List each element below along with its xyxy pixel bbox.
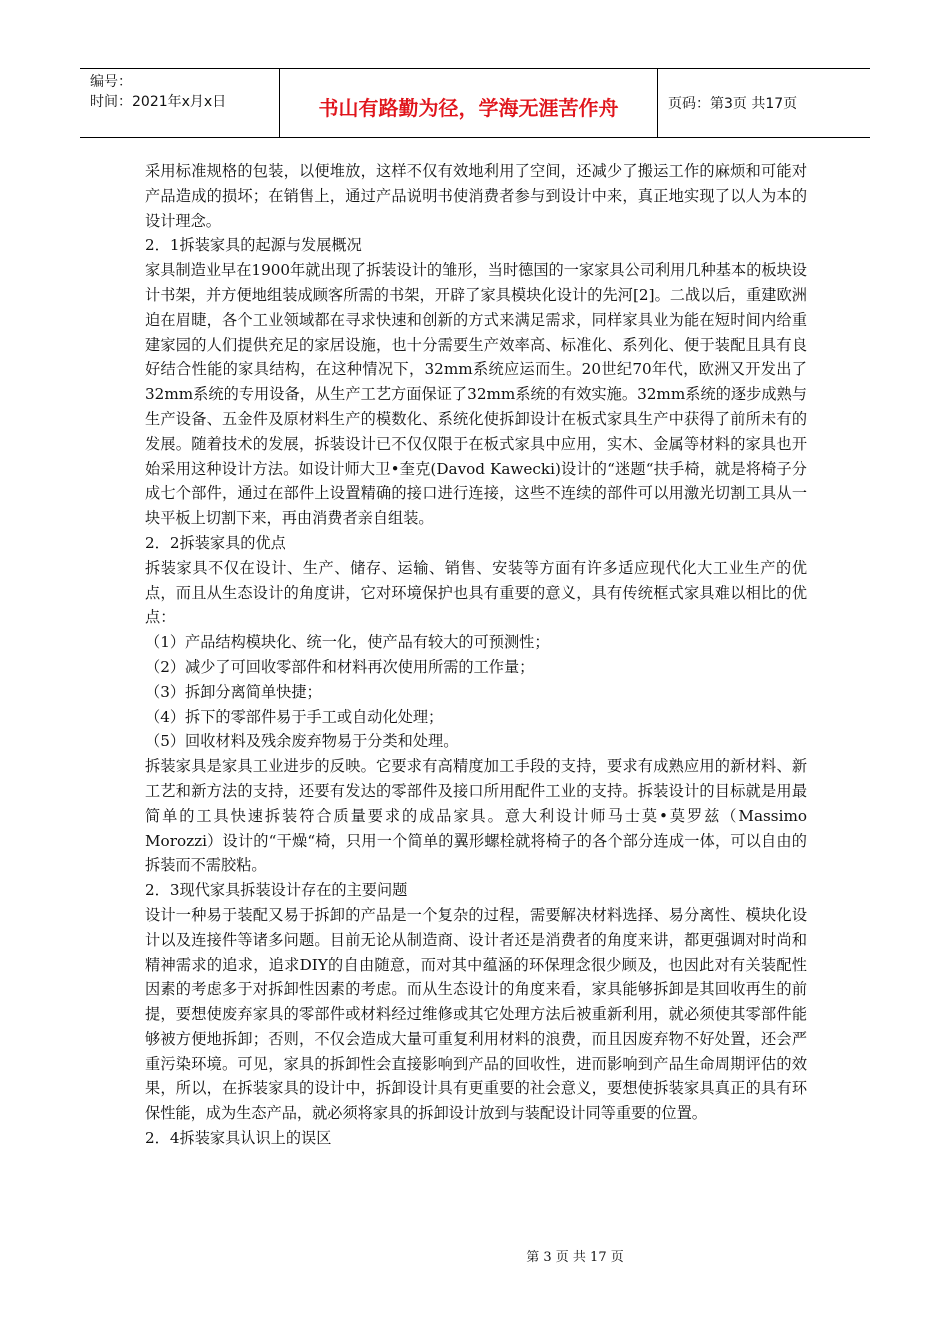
section-heading: 2．4拆装家具认识上的误区 [145,1129,332,1148]
document-time-label: 时间：2021年x月x日 [90,94,227,110]
list-item: （4）拆下的零部件易于手工或自动化处理； [145,707,444,726]
section-heading: 2．1拆装家具的起源与发展概况 [145,236,362,255]
header-page-label: 页码：第3页 共17页 [668,96,798,112]
header-meta [80,69,280,137]
list-item: （3）拆卸分离简单快捷； [145,682,322,701]
body-paragraph: 拆装家具不仅在设计、生产、储存、运输、销售、安装等方面有许多适应现代化大工业生产的优点，而且从生态设计的角度讲，它对环境保护也具有重要的意义，具有传统框式家具难以相比的优点： [145,558,807,627]
section-heading: 2．3现代家具拆装设计存在的主要问题 [145,881,408,900]
page-header [80,68,870,138]
document-body [145,159,807,1151]
header-motto: 书山有路勤为径，学海无涯苦作舟 [280,69,658,137]
body-paragraph: 设计一种易于装配又易于拆卸的产品是一个复杂的过程，需要解决材料选择、易分离性、模块化设计以及连接件等诸多问题。目前无论从制造商、设计者还是消费者的角度来讲，都更强调对时尚和精神需求的追求，追求DIY的自由随意，而对其中蕴涵的环保理念很少顾及，也因此对有关装配性因素的考虑多于对拆卸性因素的考虑。而从生态设计的角度来看，家具能够拆卸是其回收再生的前提，要想使废弃家具的零部件或材料经过维修或其它处理方法后被重新利用，就必须使其零部件能够被方便地拆卸；否则，不仅会造成大量可重复利用材料的浪费，而且因废弃物不好处置，还会严重污染环境。可见，家具的拆卸性会直接影响到产品的回收性，进而影响到产品生命周期评估的效果，所以，在拆装家具的设计中，拆卸设计具有更重要的社会意义，要想使拆装家具真正的具有环保性能，成为生态产品，就必须将家具的拆卸设计放到与装配设计同等重要的位置。 [145,905,807,1123]
list-item: （5）回收材料及残余废弃物易于分类和处理。 [145,732,459,751]
list-item: （1）产品结构模块化、统一化，使产品有较大的可预测性； [145,633,550,652]
list-item: （2）减少了可回收零部件和材料再次使用所需的工作量； [145,657,535,676]
body-paragraph: 采用标准规格的包装，以便堆放，这样不仅有效地利用了空间，还减少了搬运工作的麻烦和可能对产品造成的损坏；在销售上，通过产品说明书使消费者参与到设计中来，真正地实现了以人为本的设计理念。 [145,162,807,230]
section-heading: 2．2拆装家具的优点 [145,533,286,552]
body-paragraph: 拆装家具是家具工业进步的反映。它要求有高精度加工手段的支持，要求有成熟应用的新材料、新工艺和新方法的支持，还要有发达的零部件及接口所用配件工业的支持。拆装设计的目标就是用最简单的工具快速拆装符合质量要求的成品家具。意大利设计师马士莫•莫罗兹（Massimo Morozzi）设计的“干燥“椅，只用一个简单的翼形螺栓就将椅子的各个部分连成一体，可以自由的拆装而不需胶粘。 [145,757,807,875]
body-paragraph: 家具制造业早在1900年就出现了拆装设计的雏形，当时德国的一家家具公司利用几种基本的板块设计书架，并方便地组装成顾客所需的书架，开辟了家具模块化设计的先河[2]。二战以后，重建欧洲迫在眉睫，各个工业领域都在寻求快速和创新的方式来满足需求，同样家具业为能在短时间内给重建家园的人们提供充足的家居设施，也十分需要生产效率高、标准化、系列化、便于装配且具有良好结合性能的家具结构，在这种情况下，32mm系统应运而生。20世纪70年代，欧洲又开发出了32mm系统的专用设备，从生产工艺方面保证了32mm系统的有效实施。32mm系统的逐步成熟与生产设备、五金件及原材料生产的模数化、系统化使拆卸设计在板式家具生产中获得了前所未有的发展。随着技术的发展，拆装设计已不仅仅限于在板式家具中应用，实木、金属等材料的家具也开始采用这种设计方法。如设计师大卫•奎克(Davod Kawecki)设计的“迷题“扶手椅，就是将椅子分成七个部件，通过在部件上设置精确的接口进行连接，这些不连续的部件可以用激光切割工具从一块平板上切割下来，再由消费者亲自组装。 [145,261,807,528]
document-number-label: 编号： [90,74,132,90]
page-footer: 第 3 页 共 17 页 [526,1250,624,1265]
